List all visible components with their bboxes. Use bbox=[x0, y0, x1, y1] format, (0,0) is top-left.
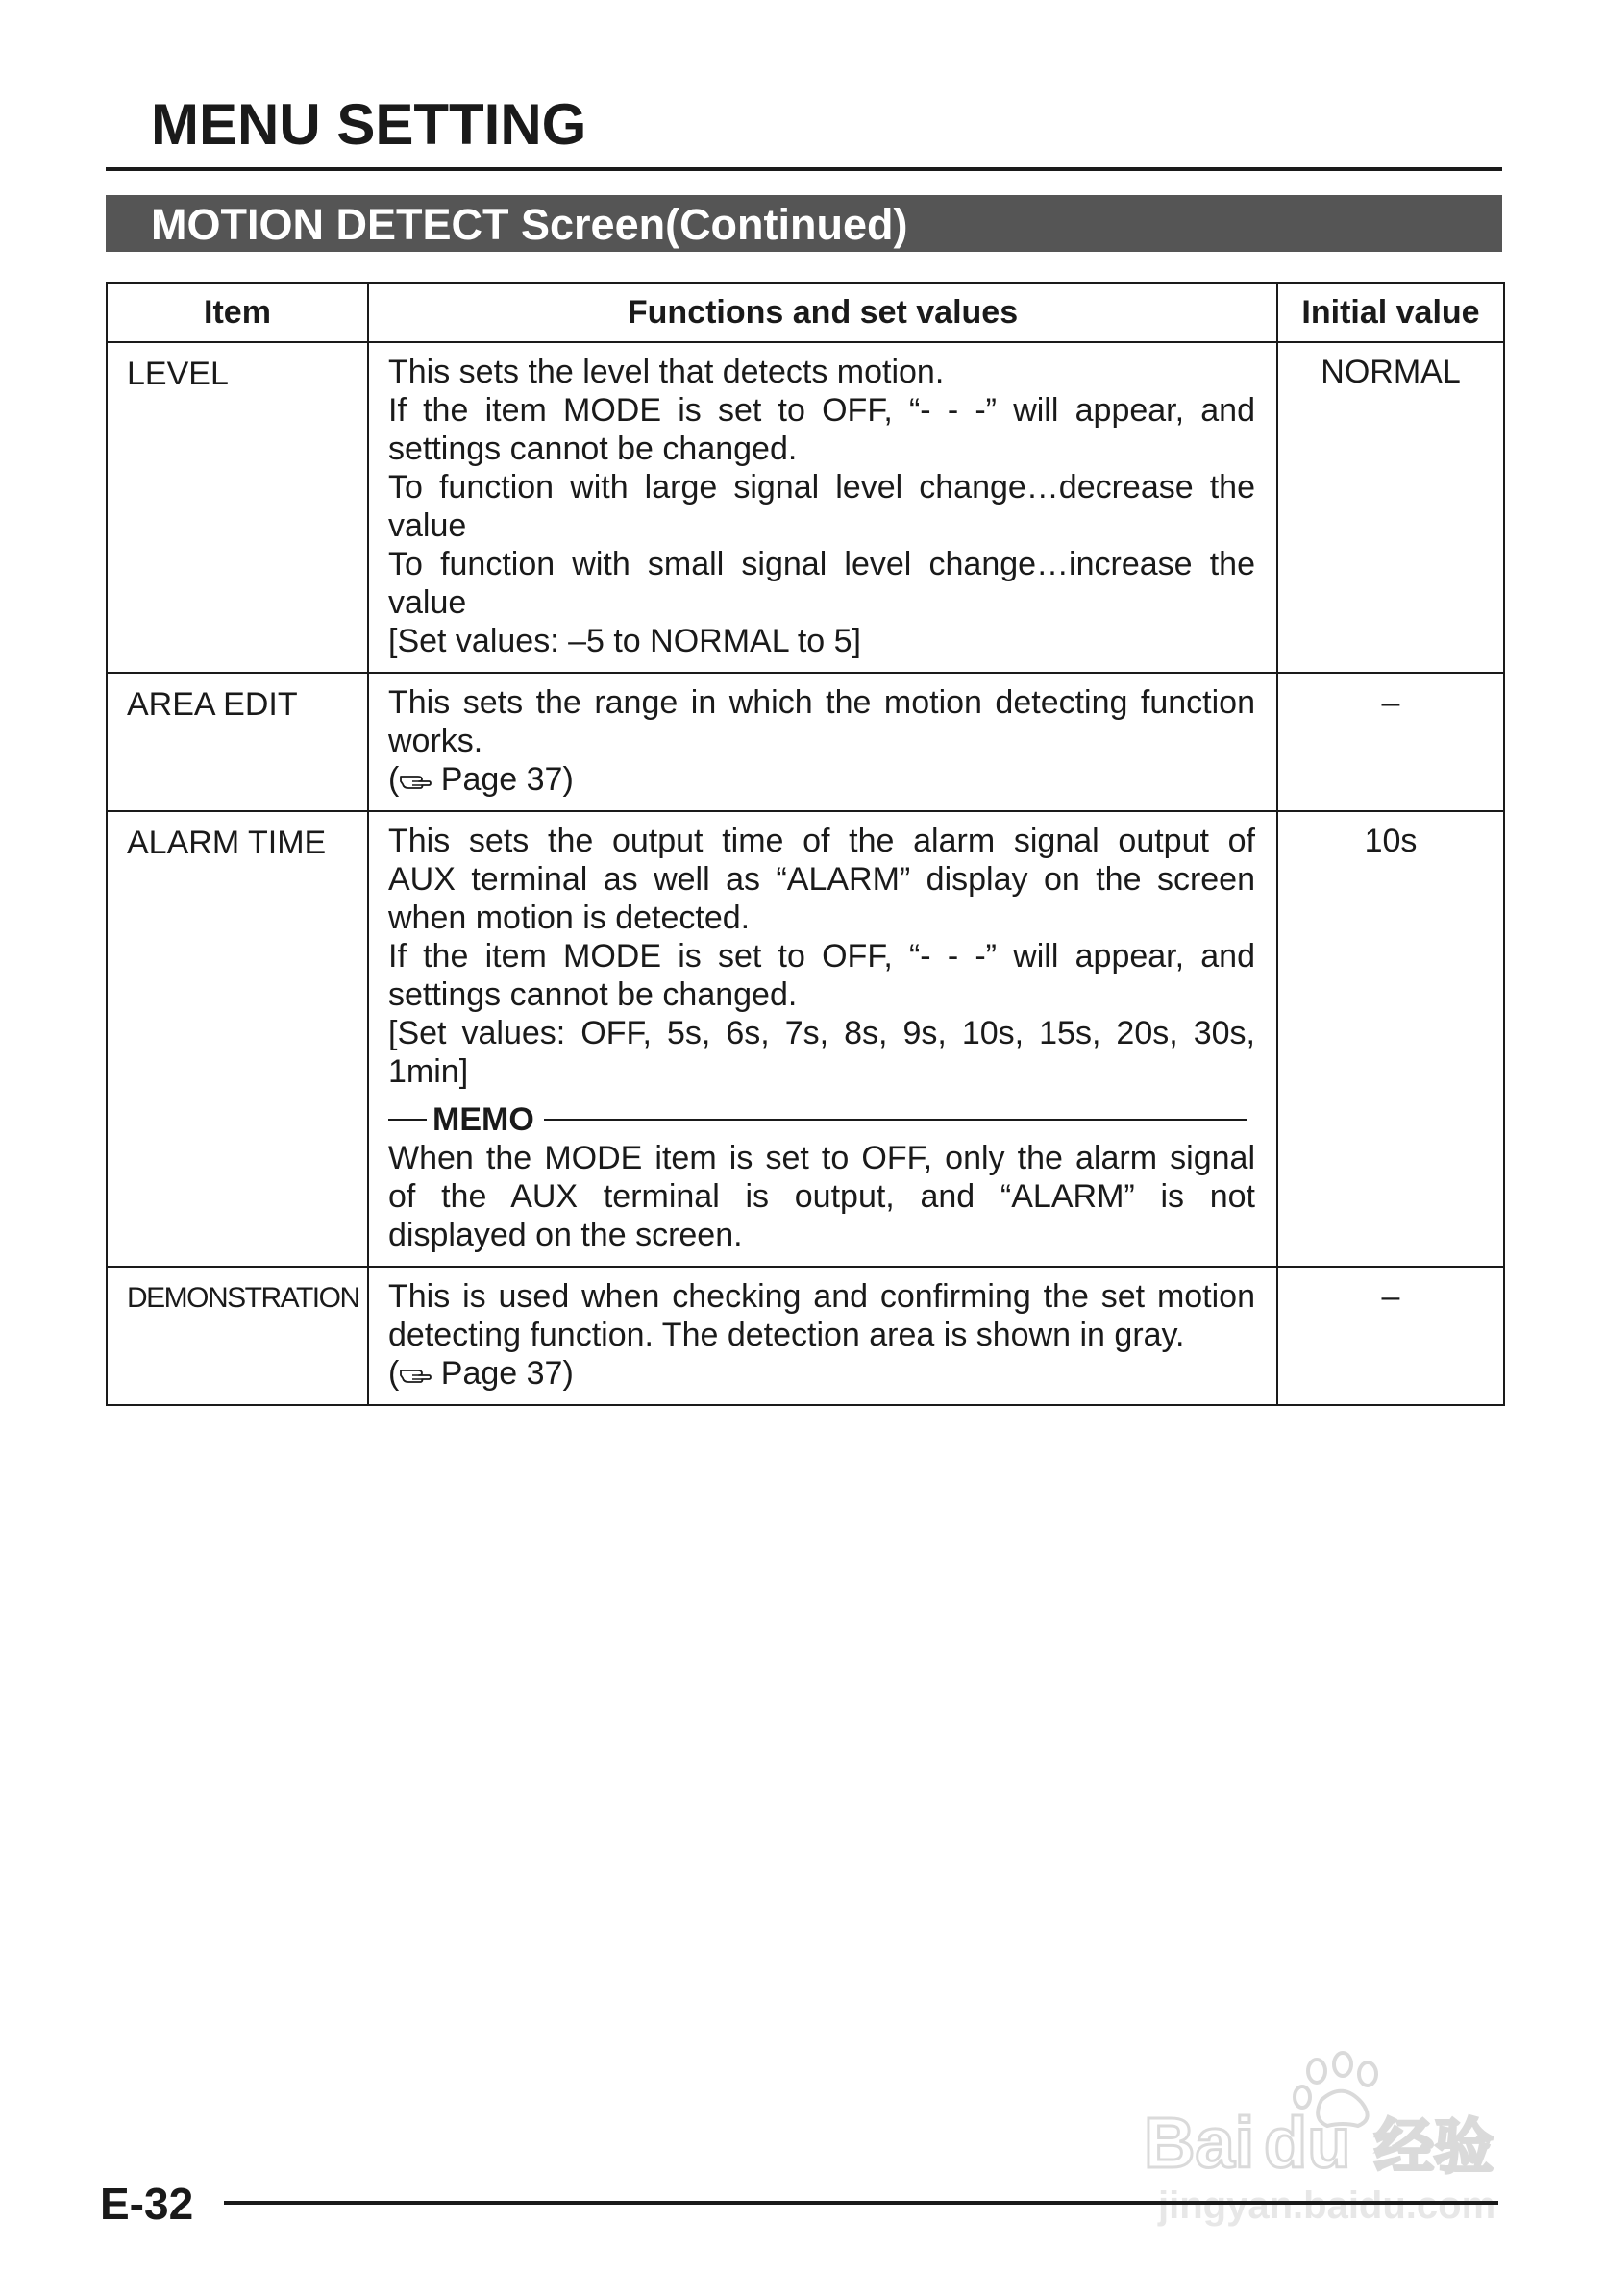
svg-text:jingyan.baidu.com: jingyan.baidu.com bbox=[1158, 2185, 1496, 2227]
item-name: DEMONSTRATION bbox=[107, 1267, 368, 1405]
initial-value: 10s bbox=[1277, 811, 1504, 1267]
title-rule bbox=[106, 167, 1502, 171]
description-line: [Set values: OFF, 5s, 6s, 7s, 8s, 9s, 10s, 15s, 20s, 30s, bbox=[388, 1015, 1255, 1051]
header-initial-value: Initial value bbox=[1277, 283, 1504, 342]
initial-value: NORMAL bbox=[1277, 342, 1504, 673]
ref-open-paren: ( bbox=[388, 761, 400, 798]
description-line: If the item MODE is set to OFF, “- - -” will appear, and bbox=[388, 938, 1255, 975]
memo-line: displayed on the screen. bbox=[388, 1217, 743, 1253]
svg-text:经验: 经验 bbox=[1374, 2111, 1494, 2182]
table-row-alarm-time bbox=[107, 811, 1504, 1267]
page-reference[interactable] bbox=[388, 760, 1255, 799]
ref-open-paren: ( bbox=[388, 1355, 400, 1392]
pointing-hand-icon bbox=[399, 1363, 432, 1386]
table-row-demonstration bbox=[107, 1267, 1504, 1405]
memo-lead-rule bbox=[388, 1119, 427, 1121]
memo-line: When the MODE item is set to OFF, only the alarm signal bbox=[388, 1140, 1255, 1176]
description-line: This sets the range in which the motion detecting function bbox=[388, 684, 1255, 721]
memo-label: MEMO bbox=[432, 1101, 534, 1138]
description-line: To function with small signal level change…increase the bbox=[388, 546, 1255, 582]
item-name: LEVEL bbox=[107, 342, 368, 673]
initial-value: – bbox=[1277, 673, 1504, 811]
section-title: MOTION DETECT Screen(Continued) bbox=[151, 200, 908, 249]
page-title: MENU SETTING bbox=[151, 92, 587, 157]
description-line: when motion is detected. bbox=[388, 900, 751, 936]
description-line: If the item MODE is set to OFF, “- - -” will appear, and bbox=[388, 392, 1255, 429]
function-description bbox=[368, 342, 1277, 673]
description-line: settings cannot be changed. bbox=[388, 976, 798, 1013]
description-line: settings cannot be changed. bbox=[388, 431, 798, 467]
table-row-level bbox=[107, 342, 1504, 673]
memo-rule bbox=[544, 1119, 1247, 1121]
page-reference[interactable] bbox=[388, 1354, 1255, 1393]
description-line: To function with large signal level change…decrease the bbox=[388, 469, 1255, 506]
menu-settings-table bbox=[106, 282, 1505, 1406]
description-line: [Set values: –5 to NORMAL to 5] bbox=[388, 623, 861, 659]
page-reference-label: Page 37) bbox=[440, 1355, 574, 1392]
function-description bbox=[368, 1267, 1277, 1405]
page-reference-label: Page 37) bbox=[440, 761, 574, 798]
description-line: works. bbox=[388, 723, 483, 759]
description-line: This sets the level that detects motion. bbox=[388, 354, 945, 390]
description-line: AUX terminal as well as “ALARM” display on the screen bbox=[388, 861, 1255, 898]
footer-rule bbox=[224, 2201, 1498, 2205]
pointing-hand-icon bbox=[399, 769, 432, 792]
header-functions: Functions and set values bbox=[368, 283, 1277, 342]
description-line: detecting function. The detection area is shown in gray. bbox=[388, 1317, 1185, 1353]
function-description bbox=[368, 673, 1277, 811]
table-row-area-edit bbox=[107, 673, 1504, 811]
initial-value: – bbox=[1277, 1267, 1504, 1405]
table-header-row bbox=[107, 283, 1504, 342]
item-name: ALARM TIME bbox=[107, 811, 368, 1267]
svg-text:du: du bbox=[1264, 2103, 1351, 2183]
description-line: This is used when checking and confirming the set motion bbox=[388, 1278, 1255, 1315]
function-description bbox=[368, 811, 1277, 1267]
memo-header bbox=[388, 1100, 1255, 1139]
description-line: value bbox=[388, 584, 467, 621]
header-item: Item bbox=[107, 283, 368, 342]
description-line: This sets the output time of the alarm signal output of bbox=[388, 823, 1255, 859]
section-header-bar bbox=[106, 195, 1502, 252]
page-number: E-32 bbox=[100, 2179, 194, 2229]
svg-text:Bai: Bai bbox=[1144, 2103, 1255, 2183]
item-name: AREA EDIT bbox=[107, 673, 368, 811]
description-line: value bbox=[388, 507, 467, 544]
description-line: 1min] bbox=[388, 1053, 469, 1090]
memo-line: of the AUX terminal is output, and “ALARM” is not bbox=[388, 1178, 1255, 1215]
